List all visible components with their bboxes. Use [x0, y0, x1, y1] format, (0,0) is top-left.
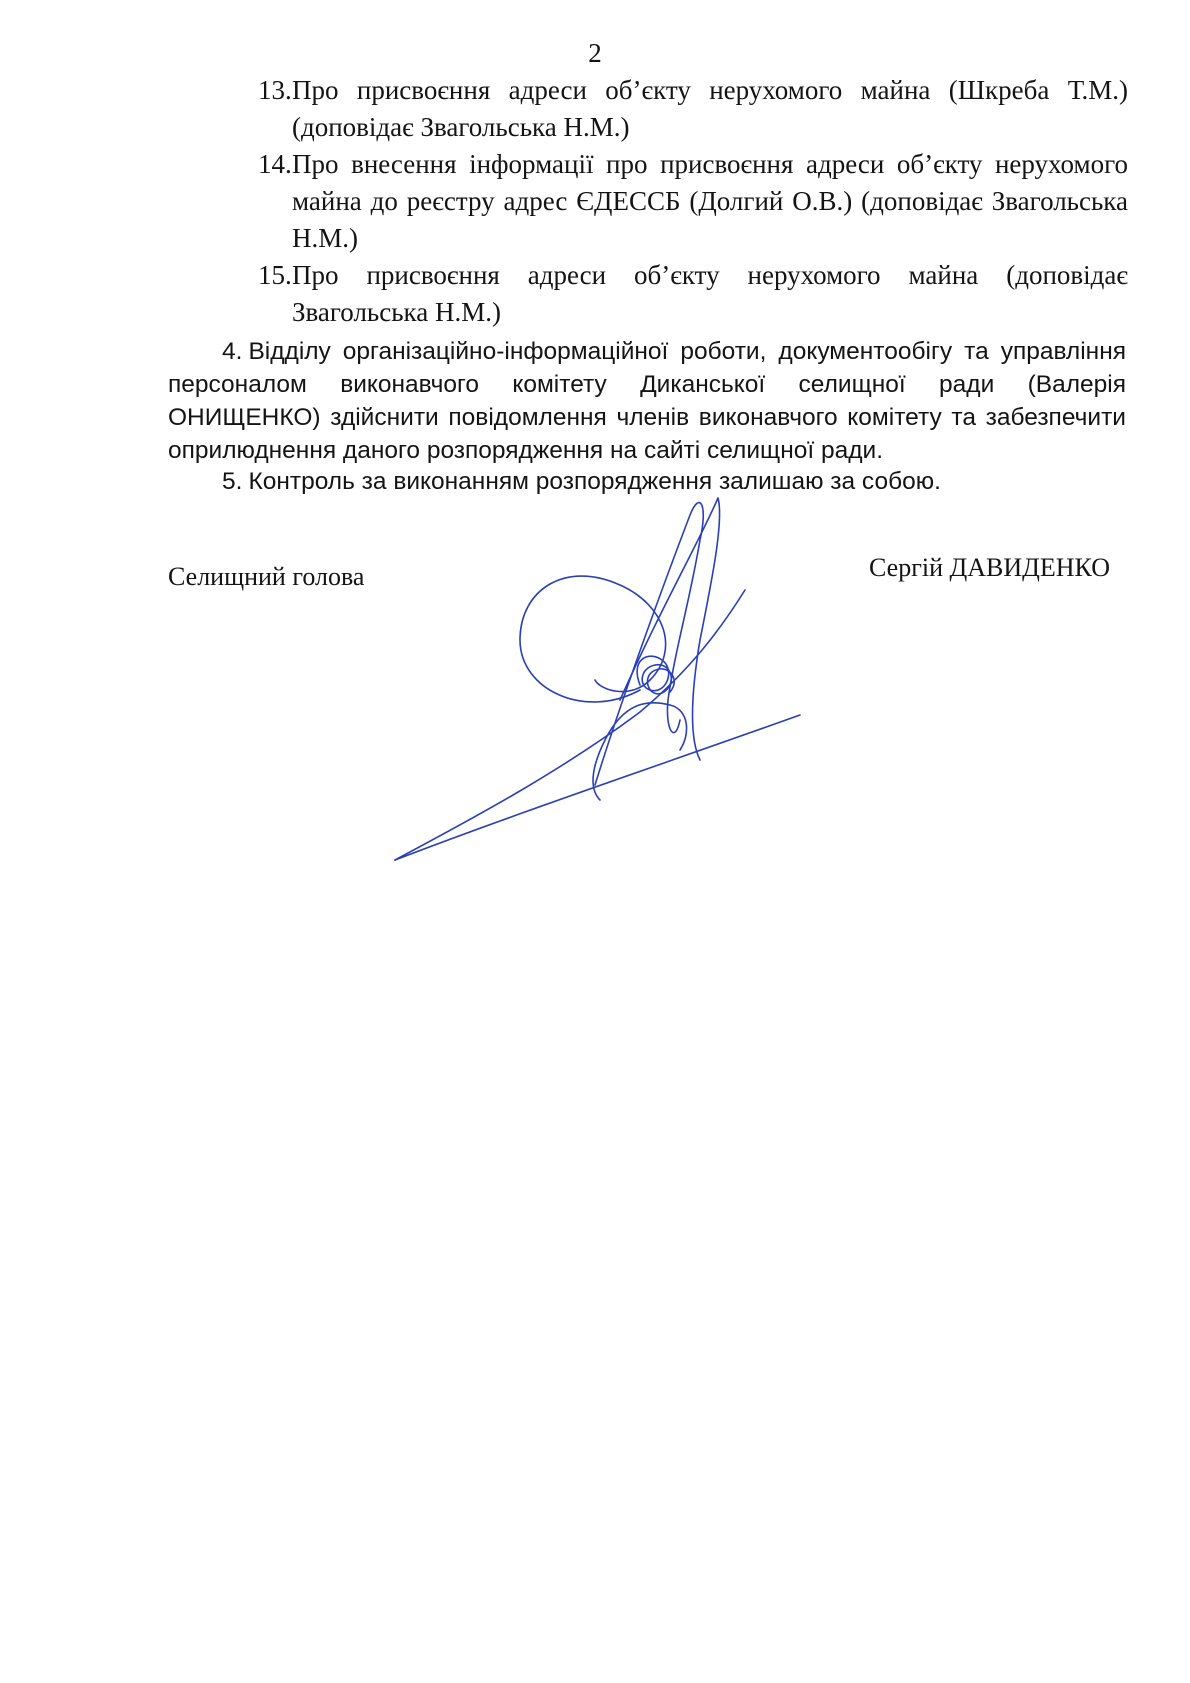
signature-upstroke-2 [620, 498, 720, 760]
page-number: 2 [588, 38, 602, 68]
agenda-item-text: Про присвоєння адреси об’єкту нерухомого майна (Шкреба Т.М.) (доповідає Звагольська Н.М.) [292, 75, 1128, 142]
paragraph-text: Контроль за виконанням розпорядження залишаю за собою. [248, 468, 941, 495]
signature-lead-stroke [395, 590, 745, 860]
agenda-item [258, 146, 1128, 257]
signature-underline-stroke [395, 715, 800, 860]
paragraph-5 [168, 465, 1126, 498]
signature-scribble-loops [637, 656, 674, 694]
agenda-item-number: 14. [258, 149, 292, 179]
agenda-item-text: Про внесення інформації про присвоєння адреси об’єкту нерухомого майна до реєстру адрес ЄДЕССБ (Долгий О.В.) (доповідає Звагольська Н.М.) [292, 149, 1128, 253]
signature-tail-stroke [593, 703, 687, 800]
agenda-item [258, 72, 1128, 146]
paragraph-text: Відділу організаційно-інформаційної роботи, документообігу та управління персоналом виконавчого комітету Диканської селищної ради (Валерія ОНИЩЕНКО) здійснити повідомлення членів виконавчого комітету та забезпечити оприлюднення даного розпорядження на сайті селищної ради. [168, 338, 1126, 464]
paragraph-4 [168, 335, 1126, 467]
signature-upstroke-1 [595, 503, 703, 785]
agenda-item [258, 257, 1128, 331]
agenda-item-number: 13. [258, 75, 292, 105]
agenda-item-number: 15. [258, 260, 292, 290]
signatory-name: Сергій ДАВИДЕНКО [869, 553, 1110, 582]
agenda-item-text: Про присвоєння адреси об’єкту нерухомого майна (доповідає Звагольська Н.М.) [292, 260, 1128, 327]
agenda-list [258, 72, 1128, 331]
paragraph-number: 5. [222, 468, 243, 495]
paragraph-number: 4. [222, 338, 243, 365]
signature-oval-loop [520, 576, 666, 702]
signatory-position: Селищний голова [168, 562, 365, 591]
